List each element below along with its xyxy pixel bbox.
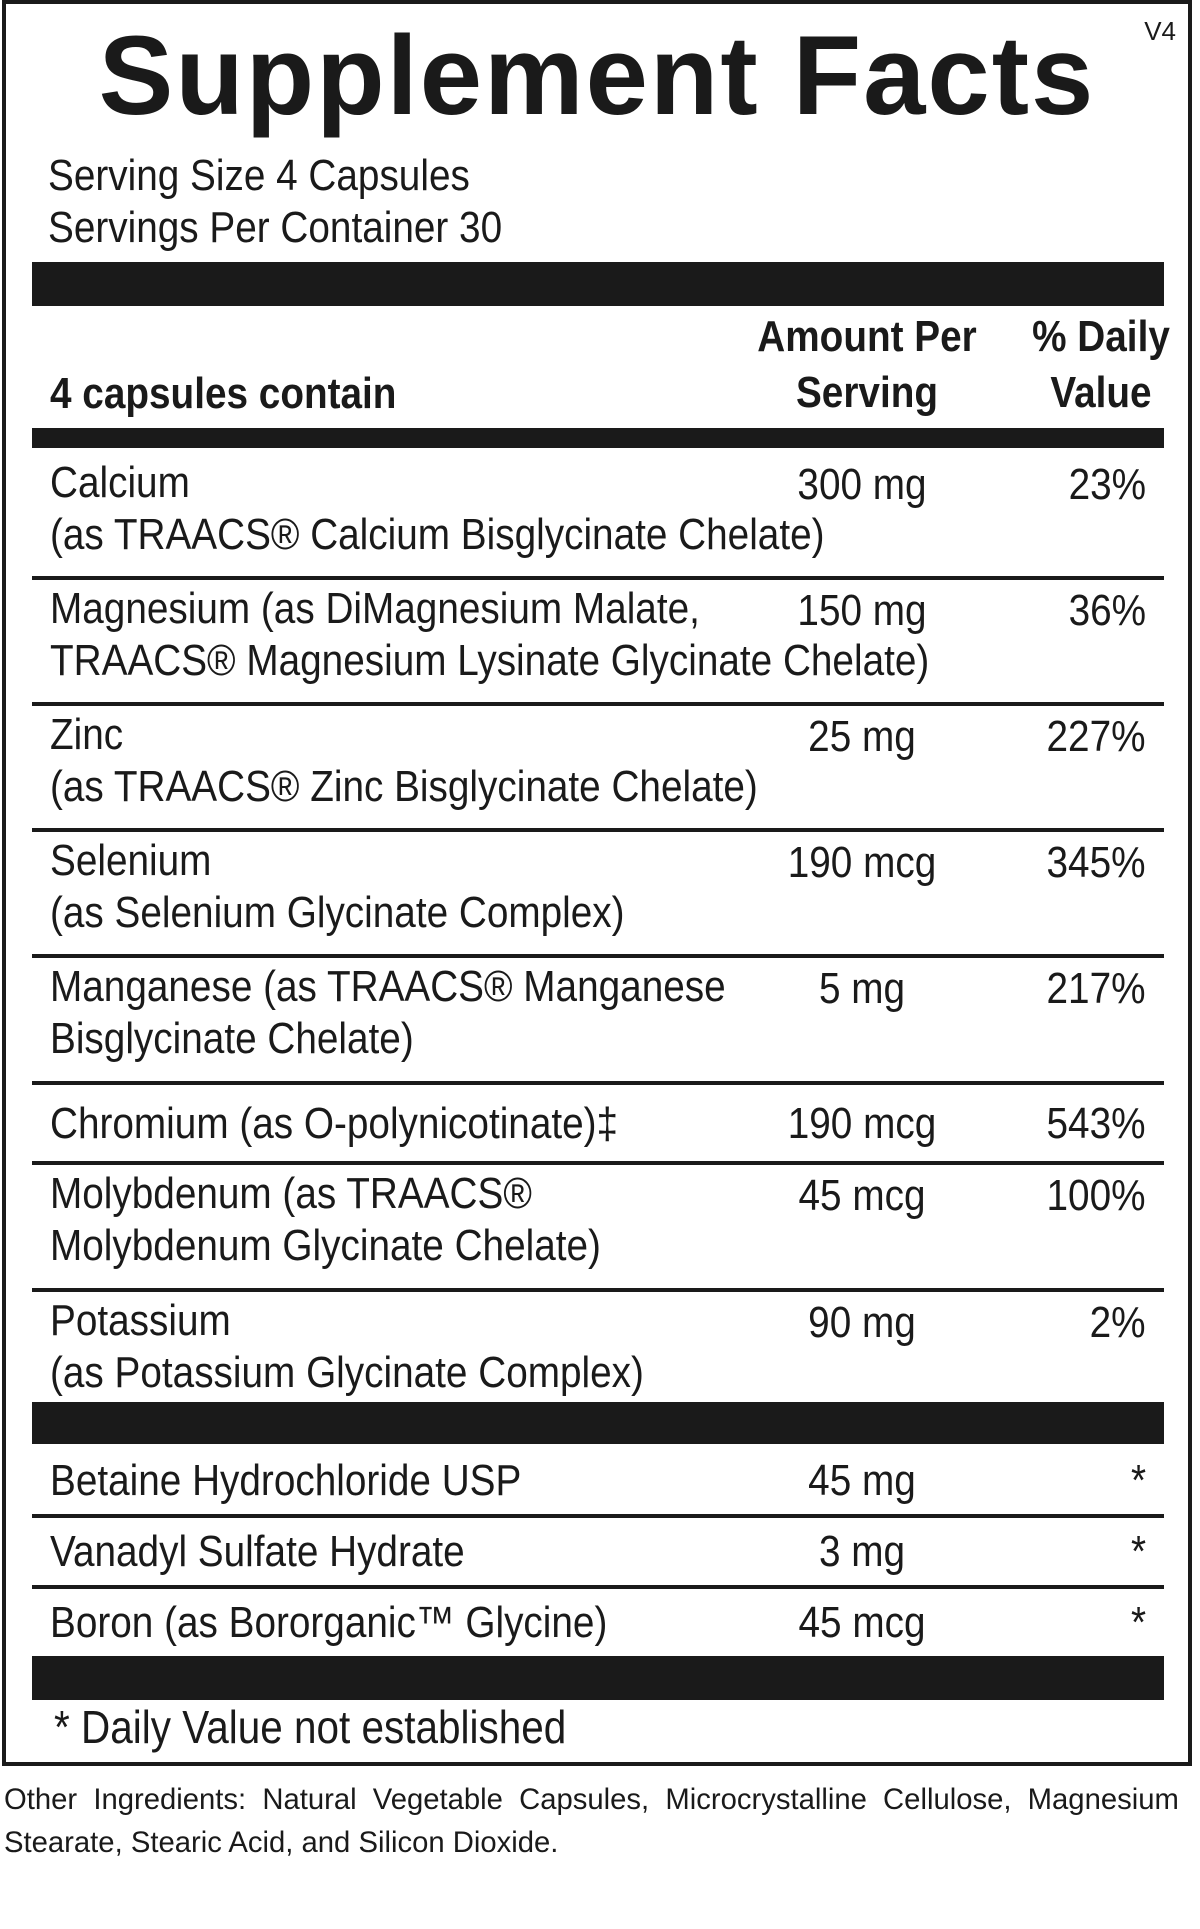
header-amount-line2: Serving — [795, 368, 939, 417]
footer-divider — [32, 1656, 1164, 1700]
nutrient-daily-value: 217% — [1046, 964, 1146, 1013]
row-divider — [32, 1514, 1164, 1518]
other-ingredient-row — [32, 1519, 1164, 1585]
nutrient-amount: 300 mg — [797, 460, 927, 509]
nutrient-name-line2: Molybdenum Glycinate Chelate) — [50, 1221, 601, 1270]
row-divider — [32, 828, 1164, 832]
header-amount-line1: Amount Per — [757, 312, 977, 361]
other-ingredient-row — [32, 1590, 1164, 1656]
other-ingredient-row — [32, 1448, 1164, 1514]
supplement-facts-panel — [2, 0, 1192, 1766]
ingredient-daily-value: * — [1130, 1527, 1146, 1576]
nutrient-daily-value: 227% — [1046, 712, 1146, 761]
other-ingredients-text: Other Ingredients: Natural Vegetable Capsules, Microcrystalline Cellulose, Magnesium Stearate, Stearic Acid, and Silicon Dioxide. — [4, 1783, 1179, 1859]
row-divider — [32, 1161, 1164, 1165]
row-divider — [32, 702, 1164, 706]
nutrient-row — [32, 456, 1164, 578]
version-label: V4 — [1144, 16, 1176, 46]
row-divider — [32, 576, 1164, 580]
header-contains: 4 capsules contain — [50, 369, 397, 418]
nutrient-name-line1: Chromium (as O-polynicotinate)‡ — [50, 1099, 619, 1148]
footnote: * Daily Value not established — [54, 1701, 567, 1753]
nutrient-name-line1: Zinc — [50, 710, 124, 759]
nutrient-name-line2: Bisglycinate Chelate) — [50, 1014, 414, 1063]
nutrient-amount: 25 mg — [808, 712, 916, 761]
nutrient-row — [32, 1087, 1164, 1163]
nutrient-amount: 45 mcg — [798, 1171, 926, 1220]
nutrient-row — [32, 708, 1164, 830]
thick-divider — [32, 262, 1164, 306]
nutrient-row — [32, 582, 1164, 704]
ingredient-name: Vanadyl Sulfate Hydrate — [50, 1527, 465, 1576]
ingredient-amount: 45 mg — [808, 1456, 916, 1505]
row-divider — [32, 954, 1164, 958]
nutrient-name-line1: Calcium — [50, 458, 190, 507]
nutrient-amount: 150 mg — [797, 586, 927, 635]
nutrient-amount: 190 mcg — [787, 1099, 937, 1148]
ingredient-name: Betaine Hydrochloride USP — [50, 1456, 522, 1505]
nutrient-name-line1: Manganese (as TRAACS® Manganese — [50, 962, 726, 1011]
nutrient-daily-value: 23% — [1068, 460, 1146, 509]
ingredient-name: Boron (as Bororganic™ Glycine) — [50, 1598, 608, 1647]
nutrient-daily-value: 2% — [1090, 1298, 1146, 1347]
ingredient-daily-value: * — [1130, 1456, 1146, 1505]
nutrient-name-line2: (as TRAACS® Zinc Bisglycinate Chelate) — [50, 762, 758, 811]
nutrient-daily-value: 100% — [1046, 1171, 1146, 1220]
nutrient-name-line1: Magnesium (as DiMagnesium Malate, — [50, 584, 700, 633]
nutrient-row — [32, 1167, 1164, 1290]
nutrient-row — [32, 1294, 1164, 1398]
nutrient-row — [32, 834, 1164, 956]
nutrient-amount: 90 mg — [808, 1298, 916, 1347]
panel-title: Supplement Facts — [98, 13, 1096, 138]
row-divider — [32, 1585, 1164, 1589]
nutrient-daily-value: 543% — [1046, 1099, 1146, 1148]
servings-per-container: Servings Per Container 30 — [48, 203, 503, 252]
nutrient-row — [32, 960, 1164, 1082]
row-divider — [32, 1081, 1164, 1085]
nutrient-name-line1: Selenium — [50, 836, 212, 885]
header-dv-line2: Value — [1050, 368, 1152, 417]
header-dv-line1: % Daily — [1032, 312, 1170, 361]
nutrient-amount: 5 mg — [818, 964, 906, 1013]
nutrient-name-line2: (as TRAACS® Calcium Bisglycinate Chelate) — [50, 510, 825, 559]
row-divider — [32, 1288, 1164, 1292]
nutrient-name-line2: TRAACS® Magnesium Lysinate Glycinate Chelate) — [50, 636, 930, 685]
serving-size: Serving Size 4 Capsules — [48, 151, 470, 200]
nutrient-amount: 190 mcg — [787, 838, 937, 887]
nutrient-daily-value: 36% — [1068, 586, 1146, 635]
section-divider — [32, 1402, 1164, 1444]
ingredient-amount: 3 mg — [818, 1527, 906, 1576]
ingredient-amount: 45 mcg — [798, 1598, 926, 1647]
header-divider — [32, 428, 1164, 448]
nutrient-daily-value: 345% — [1046, 838, 1146, 887]
ingredient-daily-value: * — [1130, 1598, 1146, 1647]
nutrient-name-line1: Molybdenum (as TRAACS® — [50, 1169, 532, 1218]
nutrient-name-line1: Potassium — [50, 1296, 231, 1345]
nutrient-name-line2: (as Selenium Glycinate Complex) — [50, 888, 625, 937]
nutrient-name-line2: (as Potassium Glycinate Complex) — [50, 1348, 644, 1397]
